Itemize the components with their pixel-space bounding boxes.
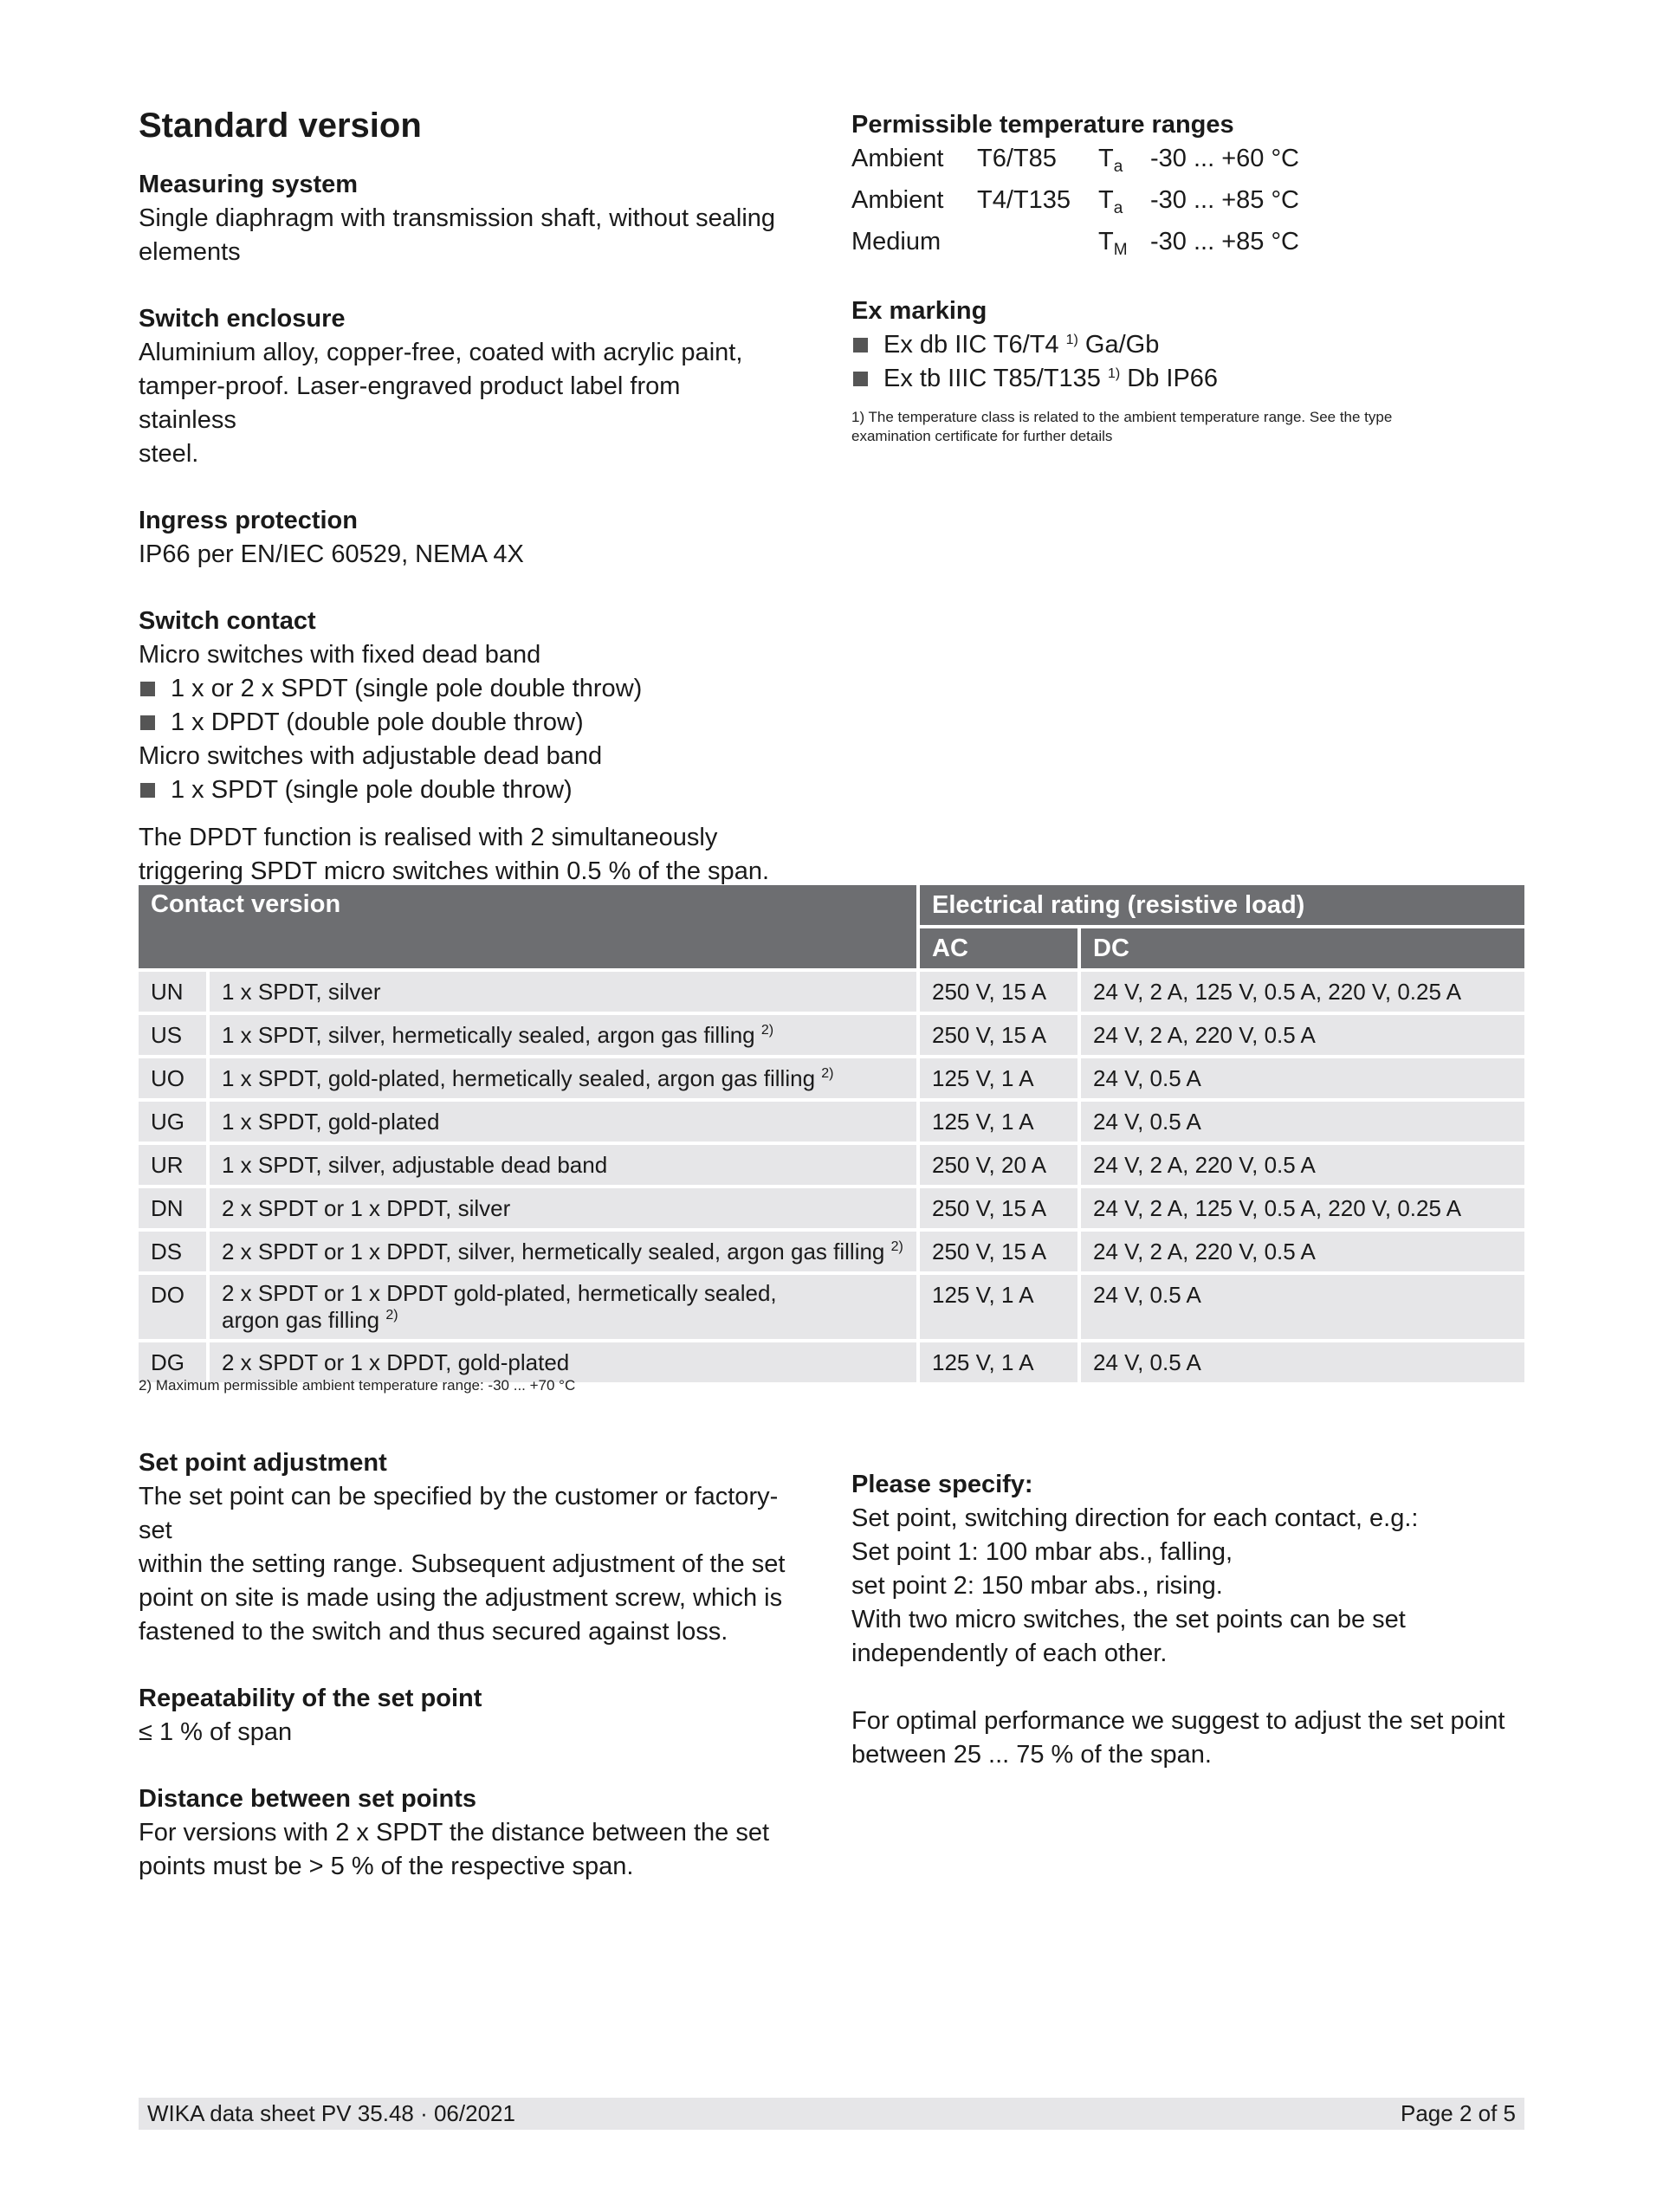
distance-section <box>139 1782 797 1884</box>
cell-desc: 2 x SPDT or 1 x DPDT, silver, hermetically sealed, argon gas filling $^{2)}$ <box>206 1228 916 1271</box>
table-row <box>139 1228 1524 1271</box>
text-line: elements <box>139 238 241 266</box>
header-contact-version: Contact version <box>139 885 916 968</box>
list-item: 1 x DPDT (double pole double throw) <box>139 706 780 740</box>
temp-symbol: $T_a$ <box>1098 145 1123 176</box>
text-line: point on site is made using the adjustment screw, which is <box>139 1584 783 1612</box>
text-line: Micro switches with adjustable dead band <box>139 742 603 770</box>
header-ac: AC <box>916 925 1077 968</box>
temperature-row <box>851 225 1527 267</box>
header-dc: DC <box>1077 925 1524 968</box>
text-line: Set point, switching direction for each contact, e.g.: <box>851 1504 1419 1532</box>
cell-dc: 24 V, 0.5 A <box>1077 1098 1524 1142</box>
text-line: Single diaphragm with transmission shaft, without sealing <box>139 204 776 232</box>
text-line: fastened to the switch and thus secured against loss. <box>139 1618 728 1646</box>
temp-range: -30 ... +85 °C <box>1150 186 1299 214</box>
temp-range: -30 ... +85 °C <box>1150 228 1299 255</box>
section-title: Measuring system <box>139 171 359 198</box>
text-line: steel. <box>139 440 199 468</box>
page-title: Standard version <box>139 107 422 145</box>
ex-marking-section <box>851 294 1527 446</box>
cell-dc: 24 V, 2 A, 220 V, 0.5 A <box>1077 1012 1524 1055</box>
temperature-row <box>851 142 1527 184</box>
temp-label: Medium <box>851 228 942 255</box>
lower-left-column <box>139 1446 797 1917</box>
cell-desc: 2 x SPDT or 1 x DPDT gold-plated, hermetically sealed, argon gas filling $^{2)}$ <box>206 1271 916 1339</box>
table-row <box>139 1055 1524 1098</box>
temp-symbol: $T_M$ <box>1098 228 1128 259</box>
section-title: Switch contact <box>139 607 316 635</box>
section-title: Please specify: <box>851 1471 1033 1498</box>
cell-code: DS <box>139 1228 206 1271</box>
cell-desc: 1 x SPDT, silver <box>206 968 916 1012</box>
text-line: Aluminium alloy, copper-free, coated with acrylic paint, <box>139 339 743 366</box>
cell-ac: 250 V, 15 A <box>916 968 1077 1012</box>
temp-class <box>977 225 1098 267</box>
table-footnote: 2) Maximum permissible ambient temperature range: -30 ... +70 °C <box>139 1377 576 1394</box>
ingress-protection-section <box>139 504 780 572</box>
list-item: Ex tb IIIC T85/T135 $^{1)}$ Db IP66 <box>851 362 1527 396</box>
section-title: Distance between set points <box>139 1785 476 1813</box>
right-column <box>851 108 1527 479</box>
cell-code: US <box>139 1012 206 1055</box>
temp-class: T6/T85 <box>977 145 1057 172</box>
cell-ac: 250 V, 15 A <box>916 1185 1077 1228</box>
footnote: examination certificate for further details <box>851 428 1113 444</box>
list-item: 1 x SPDT (single pole double throw) <box>139 773 780 807</box>
set-point-adjustment-section <box>139 1446 797 1649</box>
temp-symbol: $T_a$ <box>1098 186 1123 217</box>
cell-code: DN <box>139 1185 206 1228</box>
list-item: Ex db IIC T6/T4 $^{1)}$ Ga/Gb <box>851 328 1527 362</box>
cell-code: UO <box>139 1055 206 1098</box>
table-row <box>139 1339 1524 1382</box>
section-title: Switch enclosure <box>139 305 346 333</box>
section-title: Set point adjustment <box>139 1449 387 1477</box>
footnote: 1) The temperature class is related to the ambient temperature range. See the type <box>851 409 1393 425</box>
please-specify-section <box>851 1468 1527 1772</box>
cell-ac: 125 V, 1 A <box>916 1098 1077 1142</box>
cell-dc: 24 V, 0.5 A <box>1077 1055 1524 1098</box>
cell-ac: 250 V, 15 A <box>916 1012 1077 1055</box>
text-line: With two micro switches, the set points can be set <box>851 1606 1406 1633</box>
table-row <box>139 1185 1524 1228</box>
text-line: ≤ 1 % of span <box>139 1718 293 1746</box>
text-line: The DPDT function is realised with 2 simultaneously <box>139 824 718 851</box>
cell-code: UN <box>139 968 206 1012</box>
text-line: points must be > 5 % of the respective span. <box>139 1853 634 1880</box>
cell-desc: 1 x SPDT, silver, hermetically sealed, argon gas filling $^{2)}$ <box>206 1012 916 1055</box>
cell-dc: 24 V, 2 A, 125 V, 0.5 A, 220 V, 0.25 A <box>1077 968 1524 1012</box>
text-line: set point 2: 150 mbar abs., rising. <box>851 1572 1223 1600</box>
table-row <box>139 1012 1524 1055</box>
switch-contact-section <box>139 605 780 889</box>
temp-range: -30 ... +60 °C <box>1150 145 1299 172</box>
section-title: Permissible temperature ranges <box>851 111 1234 139</box>
text-line: Micro switches with fixed dead band <box>139 641 541 669</box>
footer-page-number: Page 2 of 5 <box>1401 2100 1516 2126</box>
cell-desc: 2 x SPDT or 1 x DPDT, gold-plated <box>206 1339 916 1382</box>
cell-dc: 24 V, 0.5 A <box>1077 1271 1524 1339</box>
text-line: within the setting range. Subsequent adjustment of the set <box>139 1550 786 1578</box>
section-title: Repeatability of the set point <box>139 1685 482 1712</box>
text-line: For optimal performance we suggest to adjust the set point <box>851 1707 1505 1735</box>
text-line: For versions with 2 x SPDT the distance between the set <box>139 1819 770 1847</box>
cell-desc: 1 x SPDT, silver, adjustable dead band <box>206 1142 916 1185</box>
cell-dc: 24 V, 2 A, 125 V, 0.5 A, 220 V, 0.25 A <box>1077 1185 1524 1228</box>
text-line: tamper-proof. Laser-engraved product label from stainless <box>139 372 681 434</box>
text-line: IP66 per EN/IEC 60529, NEMA 4X <box>139 540 524 568</box>
cell-dc: 24 V, 0.5 A <box>1077 1339 1524 1382</box>
switch-enclosure-section <box>139 302 780 471</box>
list-item: 1 x or 2 x SPDT (single pole double throw) <box>139 672 780 706</box>
cell-dc: 24 V, 2 A, 220 V, 0.5 A <box>1077 1228 1524 1271</box>
cell-dc: 24 V, 2 A, 220 V, 0.5 A <box>1077 1142 1524 1185</box>
cell-desc: 1 x SPDT, gold-plated <box>206 1098 916 1142</box>
contact-table <box>139 885 1524 1382</box>
cell-ac: 125 V, 1 A <box>916 1055 1077 1098</box>
table-row <box>139 968 1524 1012</box>
cell-ac: 125 V, 1 A <box>916 1339 1077 1382</box>
cell-code: DO <box>139 1271 206 1339</box>
table-row <box>139 1142 1524 1185</box>
left-column <box>139 104 780 922</box>
measuring-system-section <box>139 168 780 269</box>
temp-label: Ambient <box>851 145 944 172</box>
cell-desc: 1 x SPDT, gold-plated, hermetically sealed, argon gas filling $^{2)}$ <box>206 1055 916 1098</box>
text-line: triggering SPDT micro switches within 0.5 % of the span. <box>139 857 770 885</box>
section-title: Ex marking <box>851 297 987 325</box>
temp-class: T4/T135 <box>977 186 1071 214</box>
table-row <box>139 1271 1524 1339</box>
table-row <box>139 1098 1524 1142</box>
temp-label: Ambient <box>851 186 944 214</box>
temperature-section <box>851 108 1527 267</box>
text-line: between 25 ... 75 % of the span. <box>851 1741 1212 1769</box>
text-line: The set point can be specified by the customer or factory-set <box>139 1483 779 1544</box>
text-line: independently of each other. <box>851 1640 1168 1667</box>
section-title: Ingress protection <box>139 507 358 534</box>
cell-ac: 250 V, 15 A <box>916 1228 1077 1271</box>
cell-code: UG <box>139 1098 206 1142</box>
footer-doc-id: WIKA data sheet PV 35.48 · 06/2021 <box>147 2100 515 2126</box>
page-footer <box>139 2098 1524 2130</box>
cell-desc: 2 x SPDT or 1 x DPDT, silver <box>206 1185 916 1228</box>
repeatability-section <box>139 1682 797 1750</box>
cell-ac: 125 V, 1 A <box>916 1271 1077 1339</box>
temperature-row <box>851 184 1527 225</box>
cell-code: DG <box>139 1339 206 1382</box>
header-electrical-rating: Electrical rating (resistive load) <box>916 885 1524 925</box>
cell-code: UR <box>139 1142 206 1185</box>
text-line: Set point 1: 100 mbar abs., falling, <box>851 1538 1233 1566</box>
cell-ac: 250 V, 20 A <box>916 1142 1077 1185</box>
